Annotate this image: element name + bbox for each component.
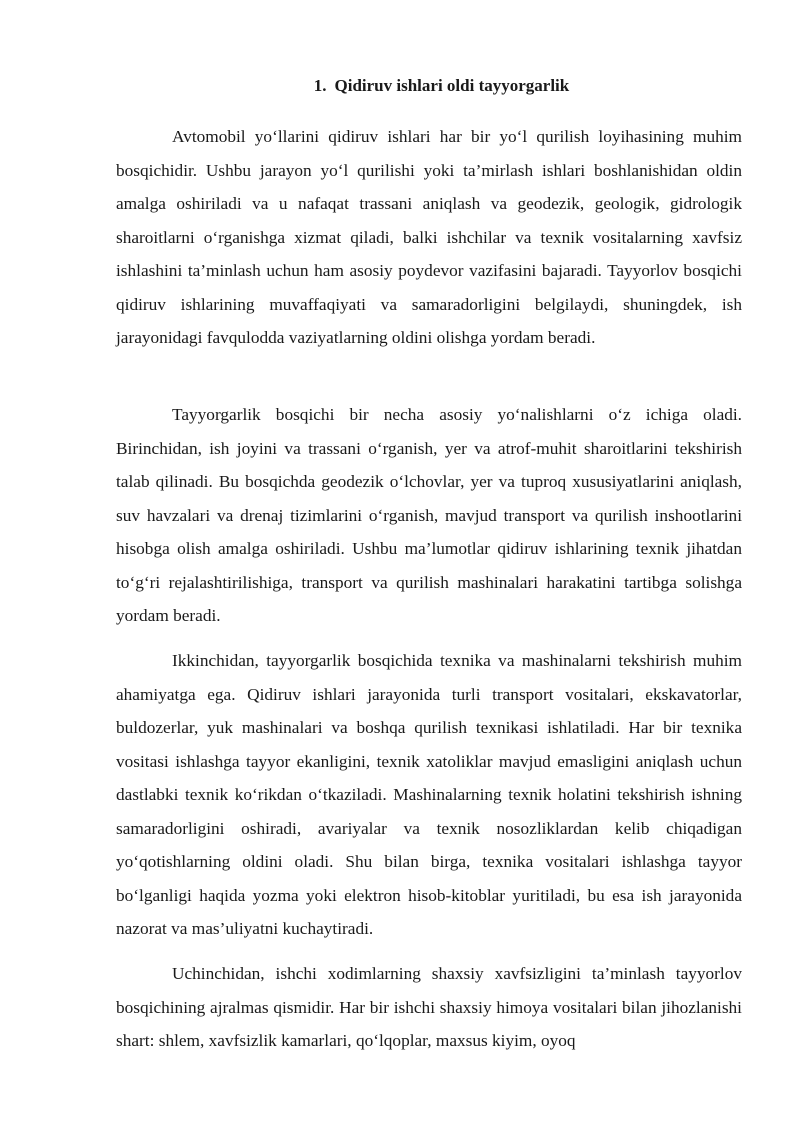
section-title: Qidiruv ishlari oldi tayyorgarlik	[334, 76, 570, 95]
paragraph: Uchinchidan, ishchi xodimlarning shaxsiy xavfsizligini ta’minlash tayyorlov bosqichining ajralmas qismidir. Har bir ishchi shaxsiy himoya vositalari bilan jihozlanishi shart: shlem, xavfsizlik kamarlari, qo‘lqoplar, maxsus kiyim, oyoq	[116, 964, 742, 1050]
paragraph: Avtomobil yo‘llarini qidiruv ishlari har bir yo‘l qurilish loyihasining muhim bosqichidir. Ushbu jarayon yo‘l qurilishi yoki ta’mirlash ishlari boshlanishidan oldin amalga oshiriladi va u nafaqat trassani aniqlash va geodezik, geologik, gidrologik sharoitlarni o‘rganishga xizmat qiladi, balki ishchilar va texnik vositalarning xavfsiz ishlashini ta’minlash uchun ham asosiy poydevor vazifasini bajaradi. Tayyorlov bosqichi qidiruv ishlarining muvaffaqiyati va samaradorligini belgilaydi, shuningdek, ish jarayonidagi favqulodda vaziyatlarning oldini olishga yordam beradi.	[116, 127, 742, 347]
paragraph: Ikkinchidan, tayyorgarlik bosqichida texnika va mashinalarni tekshirish muhim ahamiyatga ega. Qidiruv ishlari jarayonida turli transport vositalari, ekskavatorlar, buldozerlar, yuk mashinalari va boshqa qurilish texnikasi ishlatiladi. Har bir texnika vositasi ishlashga tayyor ekanligini, texnik xatoliklar mavjud emasligini aniqlash uchun dastlabki texnik ko‘rikdan o‘tkaziladi. Mashinalarning texnik holatini tekshirish ishning samaradorligini oshiradi, avariyalar va texnik nosozliklardan kelib chiqadigan yo‘qotishlarning oldini oladi. Shu bilan birga, texnika vositalari ishlashga tayyor bo‘lganligi haqida yozma yoki elektron hisob-kitoblar yuritiladi, bu esa ish jarayonida nazorat va mas’uliyatni kuchaytiradi.	[116, 651, 742, 938]
section-heading	[0, 72, 800, 100]
paragraph: Tayyorgarlik bosqichi bir necha asosiy yo‘nalishlarni o‘z ichiga oladi. Birinchidan, ish joyini va trassani o‘rganish, yer va atrof-muhit sharoitlarini tekshirish talab qilinadi. Bu bosqichda geodezik o‘lchovlar, yer va tuproq xususiyatlarini aniqlash, suv havzalari va drenaj tizimlarini o‘rganish, mavjud transport va qurilish inshootlarini hisobga olish amalga oshiriladi. Ushbu ma’lumotlar qidiruv ishlarining texnik jihatdan to‘g‘ri rejalashtirilishiga, transport va qurilish mashinalari harakatini tartibga solishga yordam beradi.	[116, 405, 742, 625]
section-number: 1.	[313, 76, 327, 95]
